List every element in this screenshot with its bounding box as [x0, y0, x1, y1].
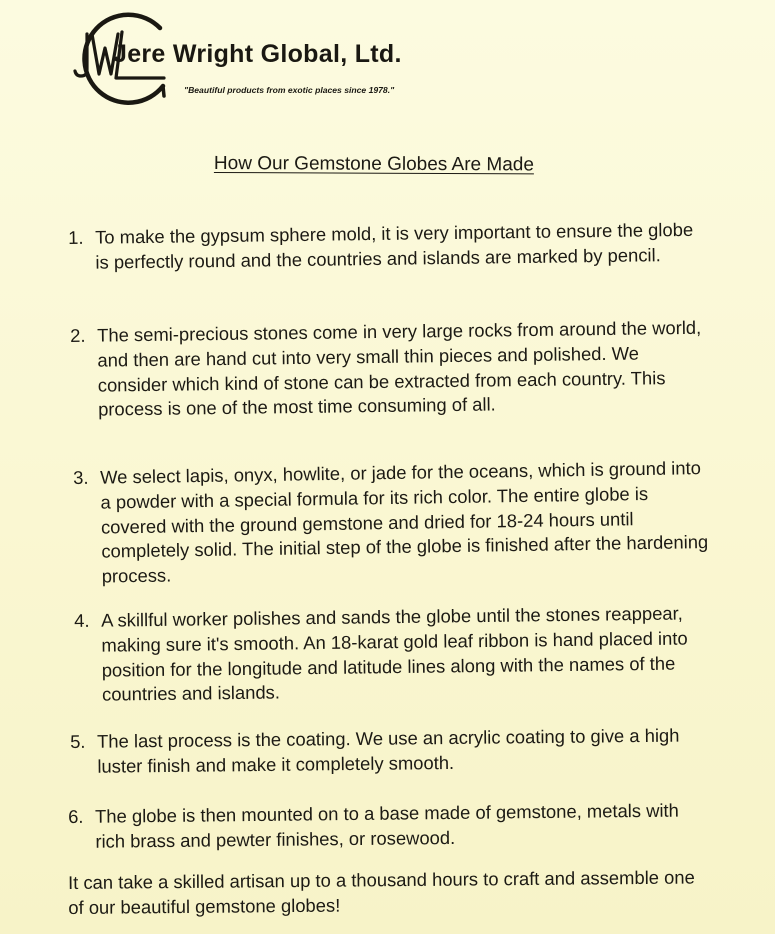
step-6 — [68, 798, 708, 852]
step-number: 3. — [73, 466, 89, 488]
closing-paragraph: It can take a skilled artisan up to a thousand hours to craft and assemble one of our beautiful gemstone globes! — [68, 866, 695, 918]
step-text: The semi-precious stones come in very large rocks from around the world, and then are hand cut into very small thin pieces and polished. We consider which kind of stone can be extracted from each country. This process is one of the most time consuming of all. — [97, 316, 702, 421]
step-number: 6. — [68, 805, 84, 827]
company-logo — [68, 8, 458, 108]
step-text: A skillful worker polishes and sands the globe until the stones reappear, making sure it's smooth. An 18-karat gold leaf ribbon is hand placed into position for the longitude and latitude lines along with the names of the countries and islands. — [101, 602, 688, 706]
step-5 — [70, 723, 710, 777]
step-4 — [74, 601, 714, 706]
step-2 — [70, 316, 710, 421]
company-name: Jere Wright Global, Ltd. — [113, 40, 402, 68]
step-text: We select lapis, onyx, howlite, or jade for the oceans, which is ground into a powder with a special formula for its rich color. The entire globe is covered with the ground gemstone and dried for 18-24 hours until completely solid. The initial step of the globe is finished after the hardening process. — [100, 457, 709, 587]
step-number: 5. — [70, 730, 86, 752]
company-tagline: "Beautiful products from exotic places since 1978." — [184, 85, 395, 95]
step-text: The globe is then mounted on to a base made of gemstone, metals with rich brass and pewter finishes, or rosewood. — [95, 799, 679, 852]
document-title: How Our Gemstone Globes Are Made — [213, 153, 534, 176]
step-number: 2. — [70, 324, 86, 346]
step-text: To make the gypsum sphere mold, it is very important to ensure the globe is perfectly round and the countries and islands are marked by pencil. — [95, 218, 694, 273]
step-1 — [68, 218, 708, 273]
step-text: The last process is the coating. We use an acrylic coating to give a high luster finish and make it completely smooth. — [97, 724, 680, 777]
step-number: 1. — [68, 226, 84, 248]
step-number: 4. — [74, 609, 90, 631]
step-3 — [73, 456, 713, 587]
